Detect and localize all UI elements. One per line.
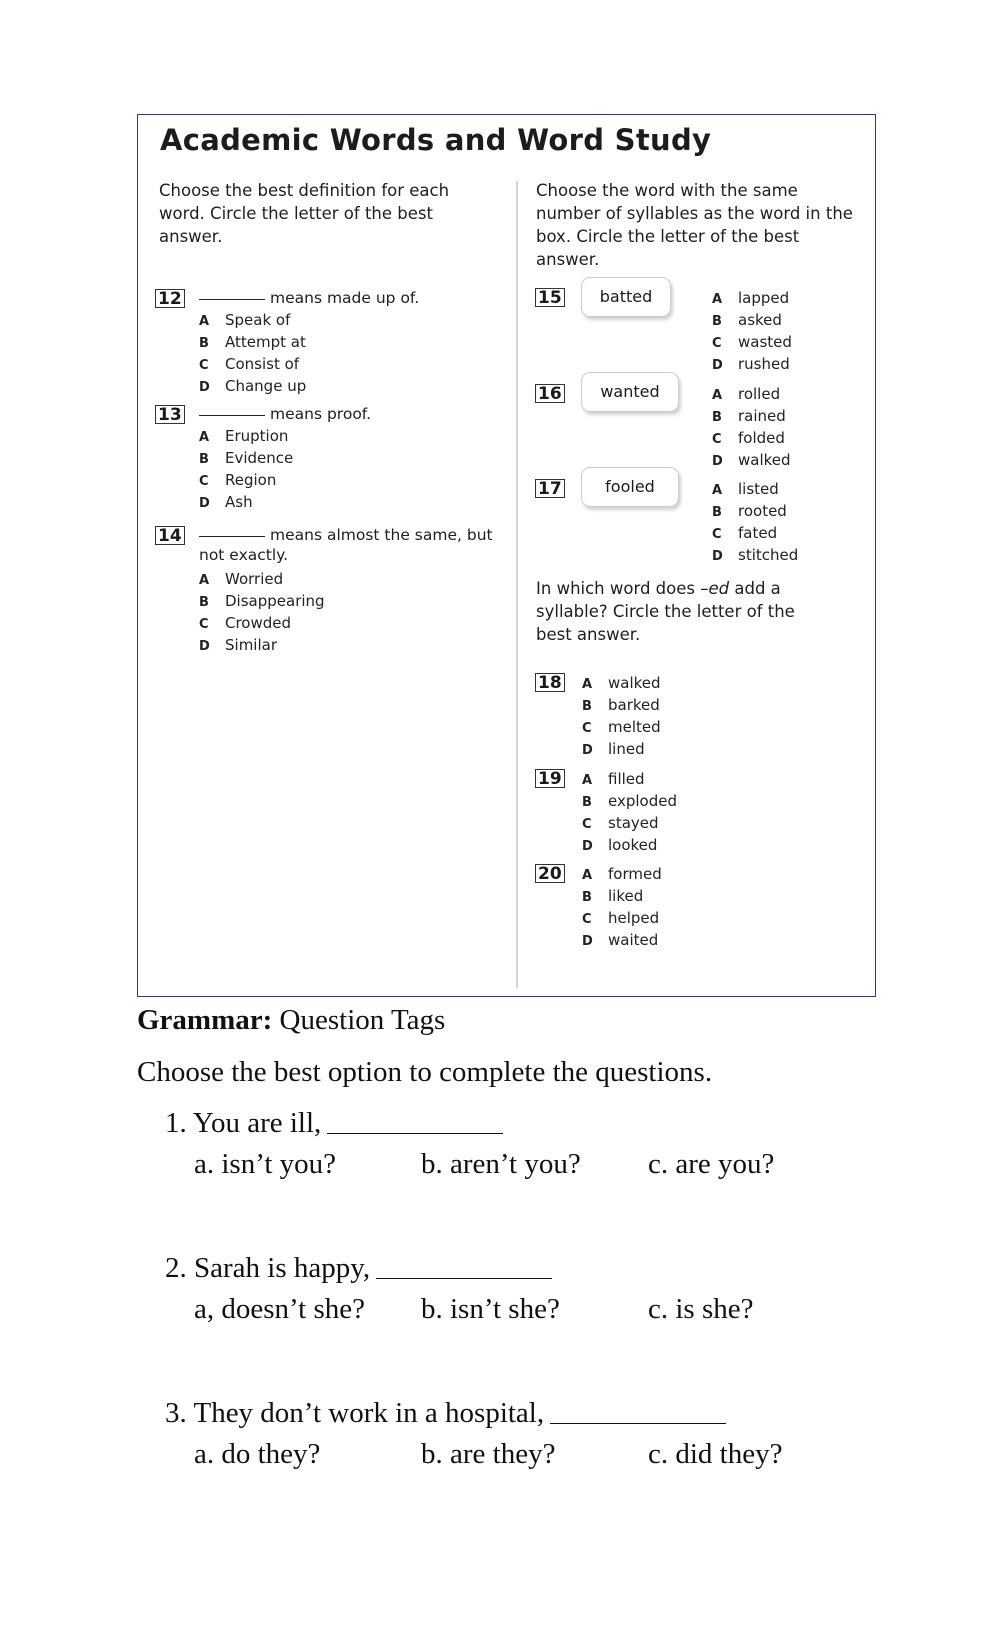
grammar-question-3: 3. They don’t work in a hospital, (165, 1397, 726, 1430)
option-14-a[interactable]: A Worried (199, 570, 284, 588)
options-18 (582, 673, 661, 761)
options-13 (199, 426, 293, 514)
option-12-d[interactable]: D Change up (199, 377, 307, 395)
option-14-d[interactable]: D Similar (199, 636, 277, 654)
option-17-d[interactable]: D stitched (712, 546, 799, 564)
word-box-17: fooled (581, 467, 679, 507)
option-20-d[interactable]: D waited (582, 931, 659, 949)
option-16-b[interactable]: B rained (712, 407, 786, 425)
option-15-c[interactable]: C wasted (712, 333, 792, 351)
question-stem-14: means almost the same, but (199, 526, 493, 544)
option-18-b[interactable]: B barked (582, 696, 660, 714)
option-14-c[interactable]: C Crowded (199, 614, 292, 632)
option-20-a[interactable]: A formed (582, 865, 662, 883)
answer-1-b[interactable]: b. aren’t you? (421, 1148, 581, 1180)
answer-1-c[interactable]: c. are you? (648, 1148, 775, 1180)
question-stem-13: means proof. (199, 405, 371, 423)
options-20 (582, 864, 662, 952)
options-16 (712, 384, 791, 472)
question-number-18: 18 (535, 673, 565, 692)
grammar-question-1: 1. You are ill, (165, 1107, 503, 1140)
options-15 (712, 288, 792, 376)
option-12-b[interactable]: B Attempt at (199, 333, 306, 351)
question-stem-12: means made up of. (199, 289, 419, 307)
options-19 (582, 769, 677, 857)
grammar-question-2: 2. Sarah is happy, (165, 1252, 552, 1285)
option-13-d[interactable]: D Ash (199, 493, 253, 511)
option-13-a[interactable]: A Eruption (199, 427, 289, 445)
grammar-instruction: Choose the best option to complete the questions. (137, 1056, 713, 1088)
option-19-c[interactable]: C stayed (582, 814, 659, 832)
option-17-b[interactable]: B rooted (712, 502, 787, 520)
options-14 (199, 569, 325, 657)
answer-2-a[interactable]: a, doesn’t she? (194, 1293, 365, 1325)
option-13-c[interactable]: C Region (199, 471, 277, 489)
answer-3-a[interactable]: a. do they? (194, 1438, 321, 1470)
option-18-a[interactable]: A walked (582, 674, 661, 692)
options-17 (712, 479, 798, 567)
option-13-b[interactable]: B Evidence (199, 449, 294, 467)
question-number-19: 19 (535, 769, 565, 788)
word-box-15: batted (581, 277, 671, 317)
question-number-16: 16 (535, 384, 565, 403)
option-17-c[interactable]: C fated (712, 524, 778, 542)
question-number-12: 12 (155, 289, 185, 308)
options-12 (199, 310, 306, 398)
answer-3-c[interactable]: c. did they? (648, 1438, 783, 1470)
option-19-d[interactable]: D looked (582, 836, 658, 854)
grammar-heading: Grammar: Question Tags (137, 1004, 446, 1036)
option-16-a[interactable]: A rolled (712, 385, 781, 403)
option-19-a[interactable]: A filled (582, 770, 645, 788)
question-number-15: 15 (535, 288, 565, 307)
ed-instruction: In which word does –ed add a syllable? Circle the letter of the best answer. (536, 579, 795, 644)
section-title: Academic Words and Word Study (160, 123, 712, 157)
option-18-d[interactable]: D lined (582, 740, 645, 758)
option-12-c[interactable]: C Consist of (199, 355, 300, 373)
option-15-a[interactable]: A lapped (712, 289, 790, 307)
question-stem-14-cont: not exactly. (199, 546, 289, 564)
question-number-14: 14 (155, 526, 185, 545)
right-instruction: Choose the word with the same number of syllables as the word in the box. Circle the letter of the best answer. (536, 181, 853, 269)
option-17-a[interactable]: A listed (712, 480, 779, 498)
word-box-16: wanted (581, 372, 679, 412)
question-number-17: 17 (535, 479, 565, 498)
option-16-c[interactable]: C folded (712, 429, 785, 447)
answer-2-c[interactable]: c. is she? (648, 1293, 754, 1325)
option-14-b[interactable]: B Disappearing (199, 592, 325, 610)
option-16-d[interactable]: D walked (712, 451, 791, 469)
answer-3-b[interactable]: b. are they? (421, 1438, 556, 1470)
left-instruction: Choose the best definition for each word. Circle the letter of the best answer. (159, 181, 450, 246)
option-20-c[interactable]: C helped (582, 909, 660, 927)
question-number-13: 13 (155, 405, 185, 424)
option-20-b[interactable]: B liked (582, 887, 644, 905)
answer-2-b[interactable]: b. isn’t she? (421, 1293, 560, 1325)
answer-1-a[interactable]: a. isn’t you? (194, 1148, 337, 1180)
academic-words-section (137, 114, 876, 997)
column-divider (516, 181, 518, 988)
option-12-a[interactable]: A Speak of (199, 311, 291, 329)
option-18-c[interactable]: C melted (582, 718, 661, 736)
option-15-b[interactable]: B asked (712, 311, 782, 329)
question-number-20: 20 (535, 864, 565, 883)
option-19-b[interactable]: B exploded (582, 792, 677, 810)
option-15-d[interactable]: D rushed (712, 355, 790, 373)
